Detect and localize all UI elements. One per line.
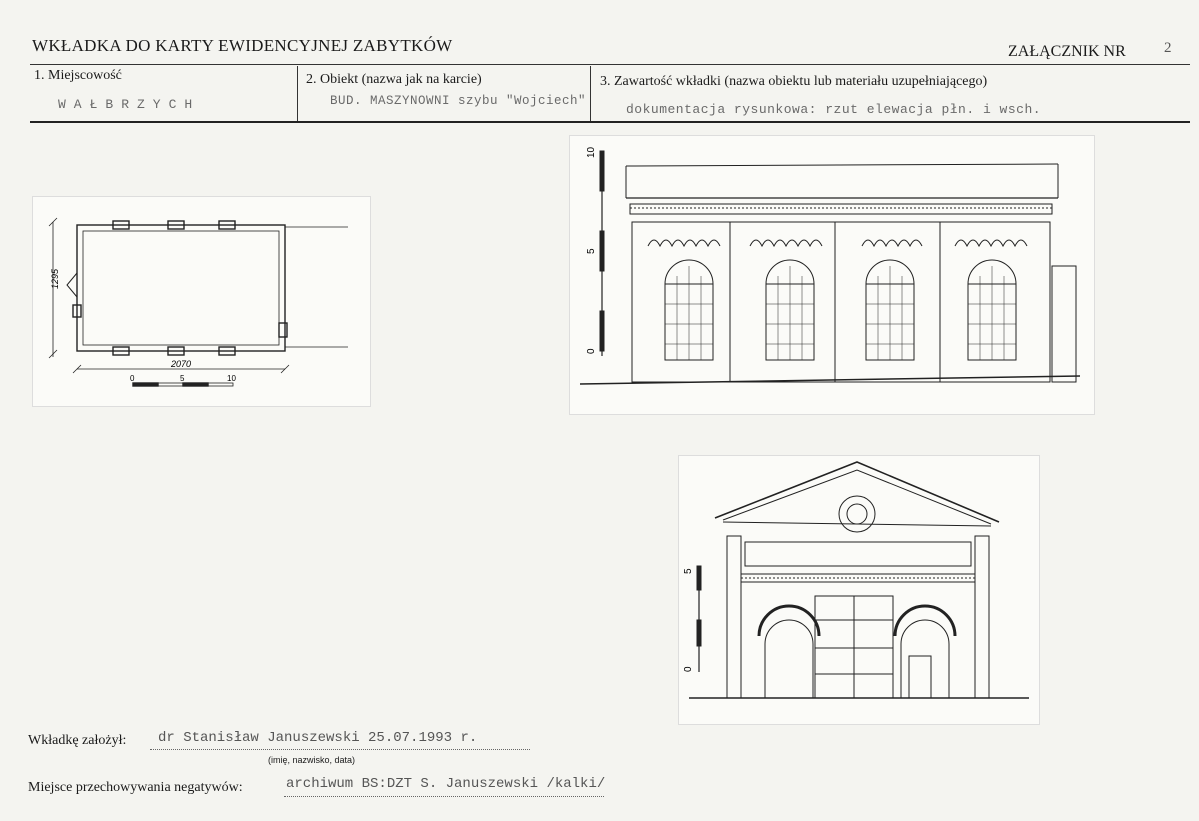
north-scale-tick-5: 5 (586, 248, 597, 254)
author-line (150, 748, 530, 750)
field-divider-2 (590, 66, 591, 121)
plan-scale-tick-5: 5 (180, 374, 185, 383)
author-label: Wkładkę założył: (28, 733, 127, 748)
plan-scale-tick-0: 0 (130, 374, 135, 383)
field-1-label: 1. Miejscowość (34, 68, 122, 83)
annex-number: 2 (1164, 40, 1172, 56)
storage-label: Miejsce przechowywania negatywów: (28, 780, 243, 795)
floor-plan-photo (33, 197, 370, 406)
north-scale-tick-0: 0 (586, 348, 597, 354)
plan-scale-tick-10: 10 (227, 374, 236, 383)
storage-value: archiwum BS:DZT S. Januszewski /kalki/ (286, 776, 606, 792)
field-1-value: WAŁBRZYCH (58, 97, 201, 112)
east-scale-tick-5: 5 (683, 568, 694, 574)
east-elevation-photo (679, 456, 1039, 724)
north-elevation-drawing (570, 136, 1094, 414)
storage-line (284, 795, 604, 797)
field-3-label: 3. Zawartość wkładki (nazwa obiektu lub materiału uzupełniającego) (600, 74, 988, 89)
north-scale-tick-10: 10 (586, 146, 597, 158)
floor-plan-drawing (33, 197, 370, 406)
field-divider-1 (297, 66, 298, 121)
east-elevation-drawing (679, 456, 1039, 724)
field-2-value: BUD. MASZYNOWNI szybu "Wojciech" (330, 94, 587, 108)
header-rule (30, 64, 1190, 65)
form-title: WKŁADKA DO KARTY EWIDENCYJNEJ ZABYTKÓW (32, 36, 453, 55)
north-elevation-photo (570, 136, 1094, 414)
annex-label: ZAŁĄCZNIK NR (1008, 43, 1126, 60)
fields-rule (30, 121, 1190, 123)
author-hint: (imię, nazwisko, data) (268, 755, 356, 765)
author-value: dr Stanisław Januszewski 25.07.1993 r. (158, 730, 478, 746)
plan-depth-dimension: 1295 (50, 268, 60, 289)
field-3-value: dokumentacja rysunkowa: rzut elewacja płn. i wsch. (626, 102, 1042, 117)
field-2-label: 2. Obiekt (nazwa jak na karcie) (306, 72, 482, 87)
east-scale-tick-0: 0 (683, 666, 694, 672)
plan-width-dimension: 2070 (171, 359, 192, 369)
